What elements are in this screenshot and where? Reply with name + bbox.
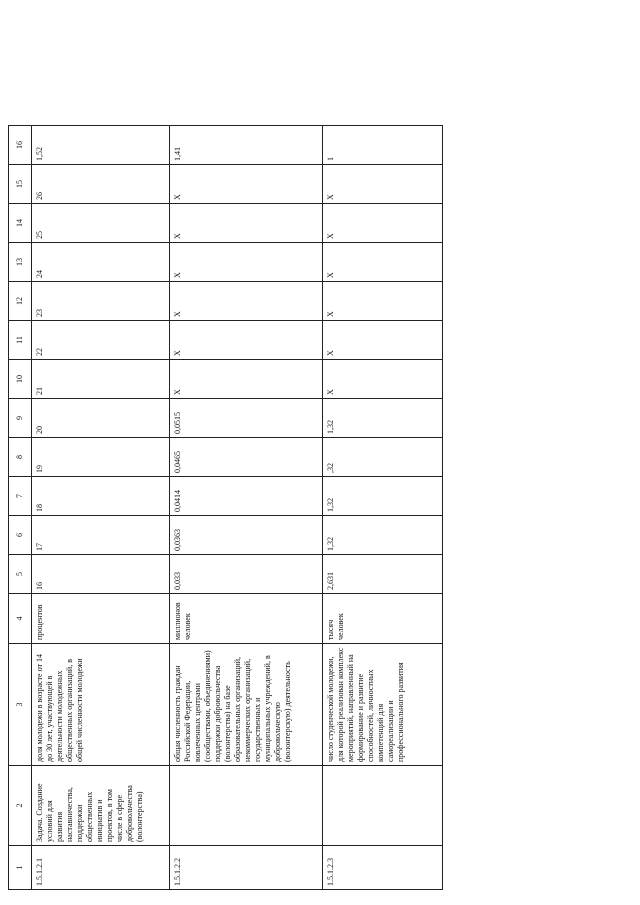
value-cell: 1,32 xyxy=(323,516,443,555)
value-cell: 2,631 xyxy=(323,555,443,594)
row-unit: тысяч человек xyxy=(323,594,443,644)
value-cell: X xyxy=(170,243,323,282)
value-cell: X xyxy=(323,282,443,321)
value-cell: 23 xyxy=(32,282,170,321)
value-cell: 21 xyxy=(32,360,170,399)
col-header: 13 xyxy=(9,243,32,282)
col-header: 14 xyxy=(9,204,32,243)
value-cell: X xyxy=(170,360,323,399)
value-cell: 1,52 xyxy=(32,126,170,165)
value-cell: X xyxy=(170,282,323,321)
col-header: 16 xyxy=(9,126,32,165)
value-cell: 22 xyxy=(32,321,170,360)
value-cell: X xyxy=(323,321,443,360)
col-header: 4 xyxy=(9,594,32,644)
col-header: 1 xyxy=(9,846,32,890)
col-header: 15 xyxy=(9,165,32,204)
header-row xyxy=(9,126,32,890)
value-cell: X xyxy=(170,165,323,204)
value-cell: 0,0465 xyxy=(170,438,323,477)
value-cell: X xyxy=(323,165,443,204)
value-cell: 1,41 xyxy=(170,126,323,165)
col-header: 12 xyxy=(9,282,32,321)
col-header: 6 xyxy=(9,516,32,555)
table-row xyxy=(323,126,443,890)
row-indicator: число студенческой молодежи, для которой реализован комплекс мероприятий, направленный на формирование и развитие способностей, личностных компетенций для самореализации и профессионального развития xyxy=(323,644,443,766)
row-task: Задача. Создание условий для развития наставничества, поддержки общественных инициатив и проектов, в том числе в сфере добровольчества (волонтерства) xyxy=(32,766,170,846)
col-header: 7 xyxy=(9,477,32,516)
row-unit: миллионов человек xyxy=(170,594,323,644)
value-cell: ,32 xyxy=(323,438,443,477)
col-header: 3 xyxy=(9,644,32,766)
value-cell: 1,32 xyxy=(323,477,443,516)
col-header: 2 xyxy=(9,766,32,846)
value-cell: 0,0363 xyxy=(170,516,323,555)
value-cell: 16 xyxy=(32,555,170,594)
value-cell: 1 xyxy=(323,126,443,165)
value-cell: X xyxy=(170,321,323,360)
table-row xyxy=(32,126,170,890)
value-cell: 0,033 xyxy=(170,555,323,594)
indicators-table xyxy=(8,125,443,890)
rotated-table-wrapper xyxy=(8,138,432,890)
row-indicator: доля молодежи в возрасте от 14 до 30 лет, участвующей в деятельности молодежных общественных организаций, в общей численности молодежи xyxy=(32,644,170,766)
row-indicator: общая численность граждан Российской Федерации, вовлеченных центрами (сообществами, объединениями) поддержки добровольчества (волонтерства) на базе образовательных организаций, некоммерческих организаций, государственных и муниципальных учреждений, в добровольческую (волонтерскую) деятельность xyxy=(170,644,323,766)
col-header: 5 xyxy=(9,555,32,594)
value-cell: 17 xyxy=(32,516,170,555)
value-cell: 0,0515 xyxy=(170,399,323,438)
value-cell: 25 xyxy=(32,204,170,243)
value-cell: X xyxy=(170,204,323,243)
col-header: 10 xyxy=(9,360,32,399)
value-cell: X xyxy=(323,360,443,399)
value-cell: 1,32 xyxy=(323,399,443,438)
col-header: 11 xyxy=(9,321,32,360)
value-cell: 19 xyxy=(32,438,170,477)
row-task xyxy=(170,766,323,846)
col-header: 8 xyxy=(9,438,32,477)
value-cell: 0,0414 xyxy=(170,477,323,516)
row-unit: процентов xyxy=(32,594,170,644)
scanned-page xyxy=(8,138,432,890)
row-code: 1.5.1.2.1 xyxy=(32,846,170,890)
table-row xyxy=(170,126,323,890)
row-code: 1.5.1.2.2 xyxy=(170,846,323,890)
value-cell: 18 xyxy=(32,477,170,516)
row-task xyxy=(323,766,443,846)
col-header: 9 xyxy=(9,399,32,438)
value-cell: 20 xyxy=(32,399,170,438)
value-cell: X xyxy=(323,204,443,243)
value-cell: 24 xyxy=(32,243,170,282)
value-cell: 26 xyxy=(32,165,170,204)
value-cell: X xyxy=(323,243,443,282)
row-code: 1.5.1.2.3 xyxy=(323,846,443,890)
